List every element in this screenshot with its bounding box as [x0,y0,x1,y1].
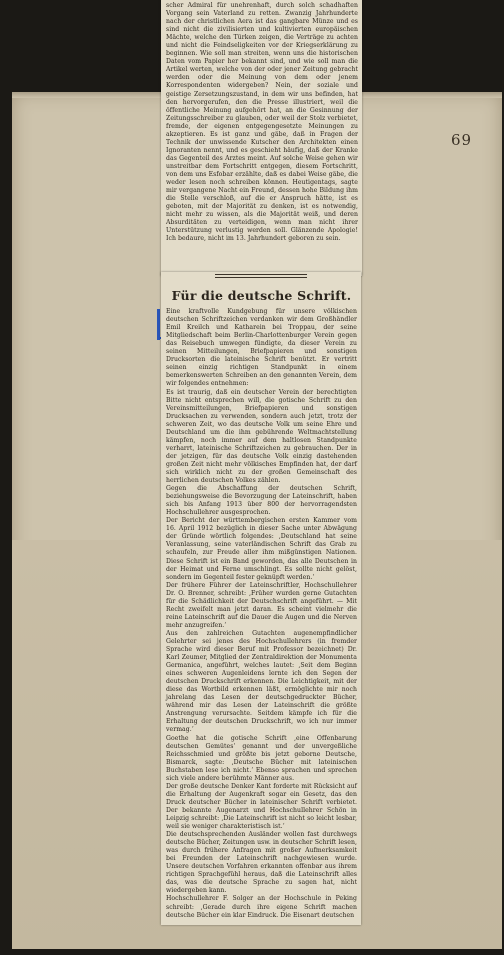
article-paragraph: Hochschullehrer F. Solger an der Hochschule in Peking schreibt: ‚Gerade durch ihre eigene Schrift machen deutsche Bücher ein klar Eindruck. Die Eisenart deutschen [166,895,357,919]
article-paragraph: Der Bericht der württembergischen ersten Kammer vom 16. April 1912 bezüglich in dieser Sache unter Abwägung der Gründe wörtlich folgendes: ‚Deutschland hat seine Veranlassung, seine vaterländischen Schrift das Grab zu schaufeln, zur Freude aller ihm mißgünstigen Nationen. Diese Schrift ist ein Band geworden, das alle Deutschen in der Heimat und Ferne umschlingt. Es sollte nicht gelöst, sondern im Gegenteil fester geknüpft werden.‘ [166,517,357,581]
article-paragraph: Der große deutsche Denker Kant forderte mit Rücksicht auf die Erhaltung der Augenkraft sogar ein Gesetz, das den Druck deutscher Bücher in lateinischer Schrift verbietet. Der bekannte Augenarzt und Hochschullehrer Schön in Leipzig schreibt: ‚Die Lateinschrift ist nicht so leicht lesbar, weil sie weniger charakteristisch ist.‘ [166,782,357,831]
article-separator-rule-2 [215,277,307,278]
article-paragraph: Es ist traurig, daß ein deutscher Verein der berechtigten Bitte nicht entsprechen will, die gotische Schrift zu den Vereinsmitteilungen, Briefpapieren und sonstigen Drucksachen zu verwenden, sondern auch jetzt, trotz der schweren Zeit, wo das deutsche Volk um seine Ehre und Deutschland um die ihm gebührende Weltmachtstellung kämpfen, noch immer auf dem haltlosen Standpunkte verharrt, lateinische Schriftzeichen zu gebrauchen. Der in der jetzigen, für das deutsche Volk einzig dastehenden großen Zeit nicht mehr völkisches Empfinden hat, der darf sich wirklich nicht zu der großen Gemeinschaft des herrlichen deutschen Volkes zählen. [166,388,357,485]
clipping-top-paragraph: scher Admiral für unehrenhaft, durch solch schadhaften Vorgang sein Vaterland zu retten. Zwanzig Jahrhunderte nach der christlichen Aera ist das gangbare Münze und es sind nicht die zivilisierten und kultivierten europäischen Mächte, welche den Türken zeigen, die Verträge zu achten und nicht die Feindseligkeiten vor der Kriegserklärung zu beginnen. Wie soll man streiten, wenn uns die historischen Daten vom Papier her bekannt sind, und wie soll man die Artikel werten, welche von der oder jener Zeitung gebracht werden oder die Meinung von dem oder jenem Korrespondenten widergeben? Nein, der soziale und geistige Zersetzungszustand, in dem wir uns befinden, hat den hervorgerufen, den die Presse illustriert, weil die öffentliche Meinung aufgehört hat, an die Gesinnung der Zeitungsschreiber zu glauben, oder weil der Stolz verbietet, fremde, der eigenen entgegengesetzte Meinungen zu akzeptieren. Es ist ganz und gäbe, daß in Fragen der Technik der unwissende Kutscher den Architekten einen Ignoranten nennt, und es geschieht häufig, daß der Kranke das Gegenteil des Arztes meint. Auf solche Weise gehen wir unstreitbar dem Fortschritt entgegen, diesem Fortschritt, von dem uns Esfobar erzählte, daß es dabei Weise gäbe, die weder lesen noch schreiben können. Heutigentags, sagte mir vergangene Nacht ein Freund, dessen hohe Bildung ihm die Stelle verschloß, auf die er Anspruch hätte, ist es geboten, mit der Majorität zu denken, ist es notwendig, nicht mehr zu wissen, als die Majorität weiß, und deren Absurditäten zu verteidigen, wenn man nicht ihrer Unterstützung verlustig werden soll. Glänzende Apologie! Ich bedaure, nicht im 13. Jahrhundert geboren zu sein. [166,2,358,243]
newspaper-clipping-article [161,272,361,925]
article-paragraph: Aus den zahlreichen Gutachten augenempfindlicher Gelehrter sei jenes des Hochschullehrers (in fremder Sprache wird dieser Beruf mit Professor bezeichnet) Dr. Karl Zeumer, Mitglied der Zentraldirektion der Monumenta Germanica, angeführt, welches lautet: ‚Seit dem Beginn eines schweren Augenleidens lernte ich den Segen der deutschen Druckschrift erkennen. Die Leichtigkeit, mit der diese das Wortbild erkennen läßt, ermöglichte mir noch jahrelang das Lesen der deutschgedruckter Bücher, während mir das Lesen der Lateinschrift die größte Anstrengung verursachte. Seitdem kämpfe ich für die Erhaltung der deutschen Druckschrift, wo ich nur immer vermag.‘ [166,629,357,734]
article-separator-rule [215,274,307,275]
article-heading: Für die deutsche Schrift. [171,288,352,303]
article-body [161,272,361,920]
newspaper-clipping-top [161,0,362,276]
article-paragraph: Die deutschsprechenden Ausländer wollen fast durchwegs deutsche Bücher, Zeitungen usw. in deutscher Schrift lesen, was durch frühere Anfragen mit großer Aufmerksamkeit bei Freunden der Lateinschrift nachgewiesen wurde. Unsere deutschen Vorfahren erkannten offenbar aus ihrem richtigen Sprachgefühl heraus, daß die Lateinschrift alles das, was die deutsche Sprache zu sagen hat, nicht wiedergeben kann. [166,831,357,895]
clipping-top-text [161,0,362,243]
article-paragraph: Der frühere Führer der Lateinschriftler, Hochschullehrer Dr. O. Brenner, schreibt: ‚Früher wurden gerne Gutachten für die Schädlichkeit der Deutschschrift angeführt. — Mit Recht zweifelt man jetzt daran. Es scheint vielmehr die reine Lateinschrift auf die Dauer die Augen und die Nerven mehr anzugreifen.‘ [166,581,357,629]
article-paragraph: Eine kraftvolle Kundgebung für unsere völkischen deutschen Schriftzeichen verdanken wir dem Großhändler Emil Kreilch und Katharein bei Troppau, der seine Mitgliedschaft beim Berlin-Charlottenburger Verein gegen das Reisebuch umwegen fündigte, da dieser Verein zu seinen Mitteilungen, Briefpapieren und sonstigen Drucksorten die lateinische Schrift benützt. Er vertritt seinen einzig richtigen Standpunkt in einem bemerkenswerten Schreiben an den genannten Verein, dem wir folgendes entnehmen: [166,308,357,388]
article-paragraph: Gegen die Abschaffung der deutschen Schrift, beziehungsweise die Bevorzugung der Lateinschrift, haben sich bis Anfang 1913 über 800 der hervorragendsten Hochschullehrer ausgesprochen. [166,485,357,517]
page-number: 69 [451,131,473,149]
article-paragraph: Goethe hat die gotische Schrift ‚eine Offenbarung deutschen Gemütes‘ genannt und der unvergeßliche Reichsschmied und größte bis jetzt geborne Deutsche, Bismarck, sagte: ‚Deutsche Bücher mit lateinischen Buchstaben lese ich nicht.‘ Ebenso sprachen und sprechen sich viele andere berühmte Männer aus. [166,734,357,782]
blue-pencil-mark [157,309,160,340]
